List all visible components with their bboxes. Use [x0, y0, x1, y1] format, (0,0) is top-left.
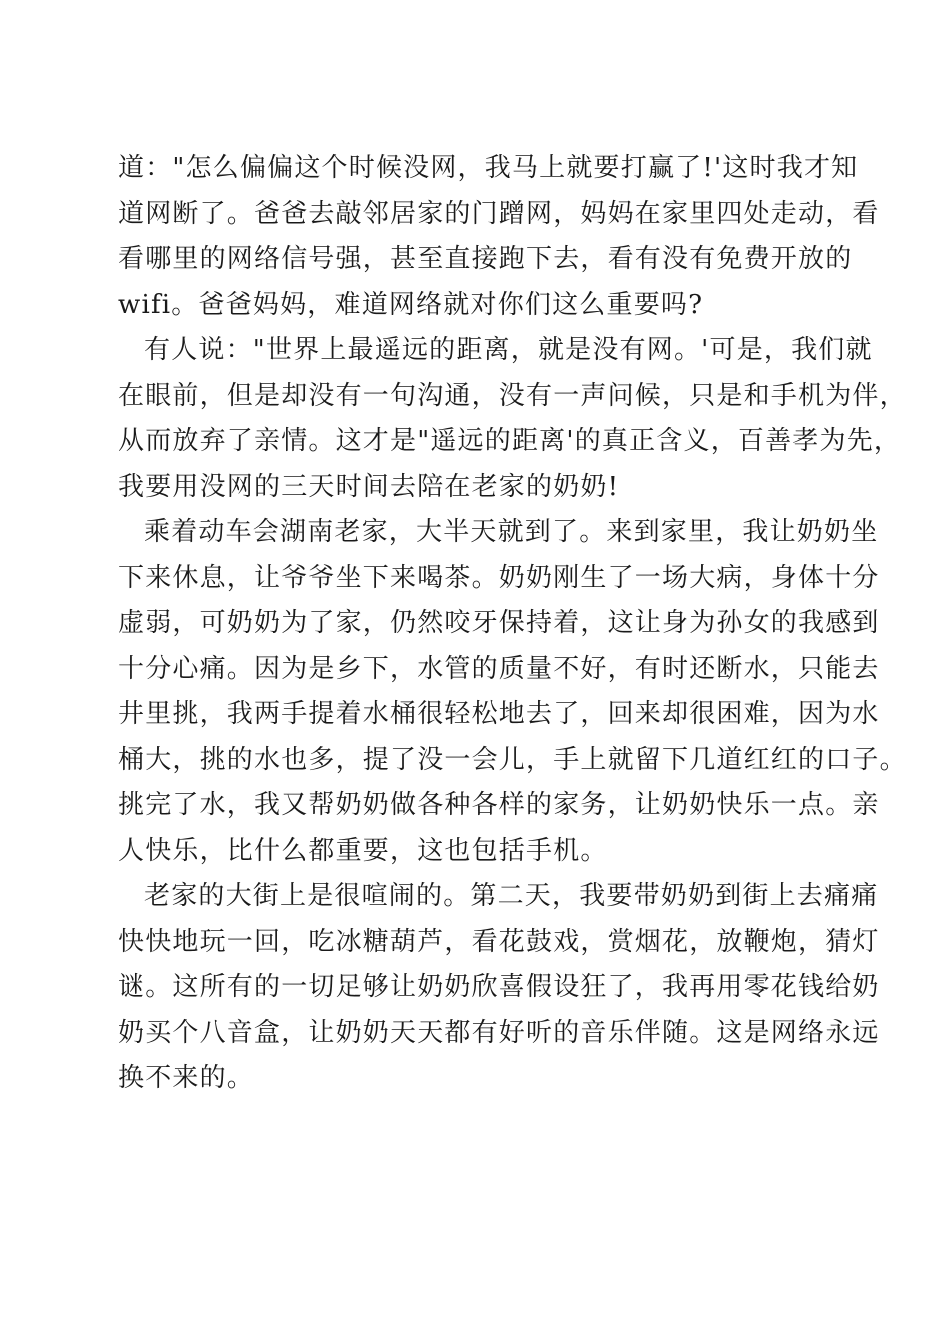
- text-line: 在眼前，但是却没有一句沟通，没有一声问候，只是和手机为伴，: [118, 380, 907, 411]
- text-line: 人快乐，比什么都重要，这也包括手机。: [118, 835, 608, 866]
- text-line: 井里挑，我两手提着水桶很轻松地去了，回来却很困难，因为水: [118, 699, 880, 729]
- text-line: 桶大，挑的水也多，提了没一会儿，手上就留下几道红红的口子。: [118, 744, 907, 775]
- text-line: 看哪里的网络信号强，甚至直接跑下去，看有没有免费开放的: [118, 244, 853, 274]
- paragraph-first-line: 有人说："世界上最遥远的距离，就是没有网。'可是，我们就: [144, 335, 873, 365]
- text-line: 十分心痛。因为是乡下，水管的质量不好，有时还断水，只能去: [118, 653, 880, 684]
- text-line: 换不来的。: [118, 1063, 255, 1093]
- paragraph-first-line: 乘着动车会湖南老家，大半天就到了。来到家里，我让奶奶坐: [144, 517, 879, 547]
- document-body: [118, 146, 907, 1102]
- text-line: 快快地玩一回，吃冰糖葫芦，看花鼓戏，赏烟花，放鞭炮，猜灯: [118, 926, 880, 957]
- text-line: 虚弱，可奶奶为了家，仍然咬牙保持着，这让身为孙女的我感到: [118, 608, 880, 638]
- paragraph-first-line: 老家的大街上是很喧闹的。第二天，我要带奶奶到街上去痛痛: [144, 881, 879, 911]
- text-line: 奶买个八音盒，让奶奶天天都有好听的音乐伴随。这是网络永远: [118, 1017, 880, 1048]
- text-line: 下来休息，让爷爷坐下来喝茶。奶奶刚生了一场大病，身体十分: [118, 562, 880, 593]
- text-line: wifi。爸爸妈妈，难道网络就对你们这么重要吗?: [118, 289, 704, 320]
- text-line: 从而放弃了亲情。这才是"遥远的距离'的真正含义，百善孝为先，: [118, 426, 902, 456]
- text-line: 道网断了。爸爸去敲邻居家的门蹭网，妈妈在家里四处走动，看: [118, 198, 880, 229]
- text-line: 我要用没网的三天时间去陪在老家的奶奶!: [118, 471, 620, 502]
- text-line: 挑完了水，我又帮奶奶做各种各样的家务，让奶奶快乐一点。亲: [118, 790, 880, 820]
- text-line: 谜。这所有的一切足够让奶奶欣喜假设狂了，我再用零花钱给奶: [118, 972, 880, 1002]
- text-line: 道："怎么偏偏这个时候没网，我马上就要打赢了!'这时我才知: [118, 153, 859, 183]
